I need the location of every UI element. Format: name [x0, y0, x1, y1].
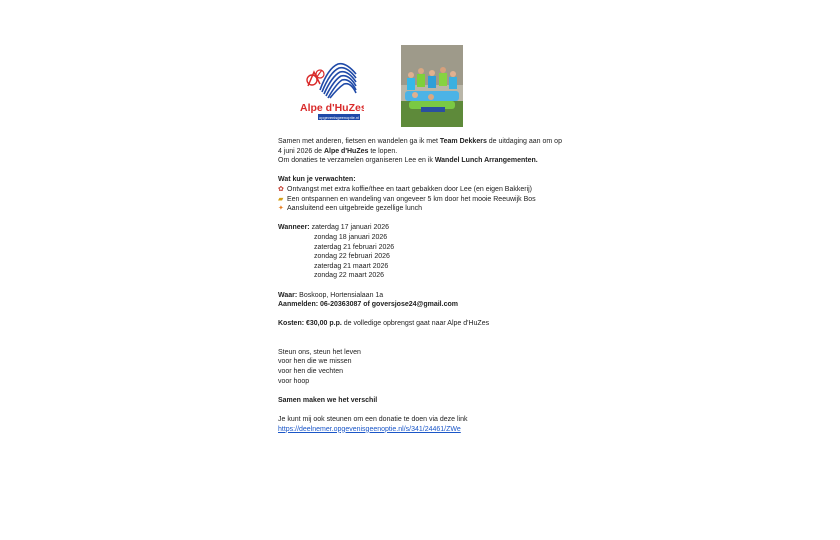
- date-item: zondag 22 maart 2026: [314, 272, 385, 280]
- expect-item: ✦ Aansluitend een uitgebreide gezellige lunch: [278, 205, 423, 213]
- intro-line-3: Om donaties te verzamelen organiseren Lee en ik Wandel Lunch Arrangementen.: [278, 157, 538, 165]
- date-item: zondag 22 februari 2026: [314, 253, 390, 261]
- svg-text:Alpe d'HuZes: Alpe d'HuZes: [300, 102, 364, 114]
- expect-item: ✿ Ontvangst met extra koffie/thee en taart gebakken door Lee (en eigen Bakkerij): [278, 185, 533, 193]
- lunch-icon: ✦: [278, 205, 284, 213]
- signup: Aanmelden: 06-20363087 of goversjose24@gmail.com: [278, 301, 458, 309]
- date-item: Wanneer: zaterdag 17 januari 2026: [278, 224, 390, 232]
- team-photo: [401, 45, 463, 127]
- cake-icon: ✿: [278, 185, 284, 193]
- donate-link[interactable]: https://deelnemer.opgevenisgeenoptie.nl/s/341/24461/ZWe: [278, 425, 461, 433]
- donate-text: Je kunt mij ook steunen om een donatie te doen via deze link: [278, 416, 468, 424]
- date-item: zaterdag 21 februari 2026: [314, 243, 395, 251]
- svg-text:opgevenisgeenoptie.nl: opgevenisgeenoptie.nl: [319, 115, 360, 120]
- date-item: zondag 18 januari 2026: [314, 233, 388, 241]
- expect-item: ▰ Een ontspannen en wandeling van ongeveer 5 km door het mooie Reeuwijk Bos: [278, 195, 536, 203]
- dates-list: [278, 223, 598, 281]
- support-line: voor hoop: [278, 377, 310, 385]
- support-line: voor hen die we missen: [278, 358, 352, 366]
- expect-heading: Wat kun je verwachten:: [278, 176, 356, 184]
- walk-icon: ▰: [278, 195, 284, 203]
- flyer-content: [278, 137, 598, 434]
- slogan: Samen maken we het verschil: [278, 396, 378, 404]
- alpe-dhuzes-logo: [298, 60, 364, 122]
- support-line: voor hen die vechten: [278, 368, 343, 376]
- date-item: zaterdag 21 maart 2026: [314, 262, 389, 270]
- cost: Kosten: €30,00 p.p. de volledige opbrengst gaat naar Alpe d'HuZes: [278, 320, 490, 328]
- intro-line-1: Samen met anderen, fietsen en wandelen ga ik met Team Dekkers de uitdaging aan om op: [278, 138, 562, 145]
- support-line: Steun ons, steun het leven: [278, 348, 361, 356]
- location: Waar: Boskoop, Hortensialaan 1a: [278, 291, 384, 299]
- intro-line-2: 4 juni 2026 de Alpe d'HuZes te lopen.: [278, 147, 398, 155]
